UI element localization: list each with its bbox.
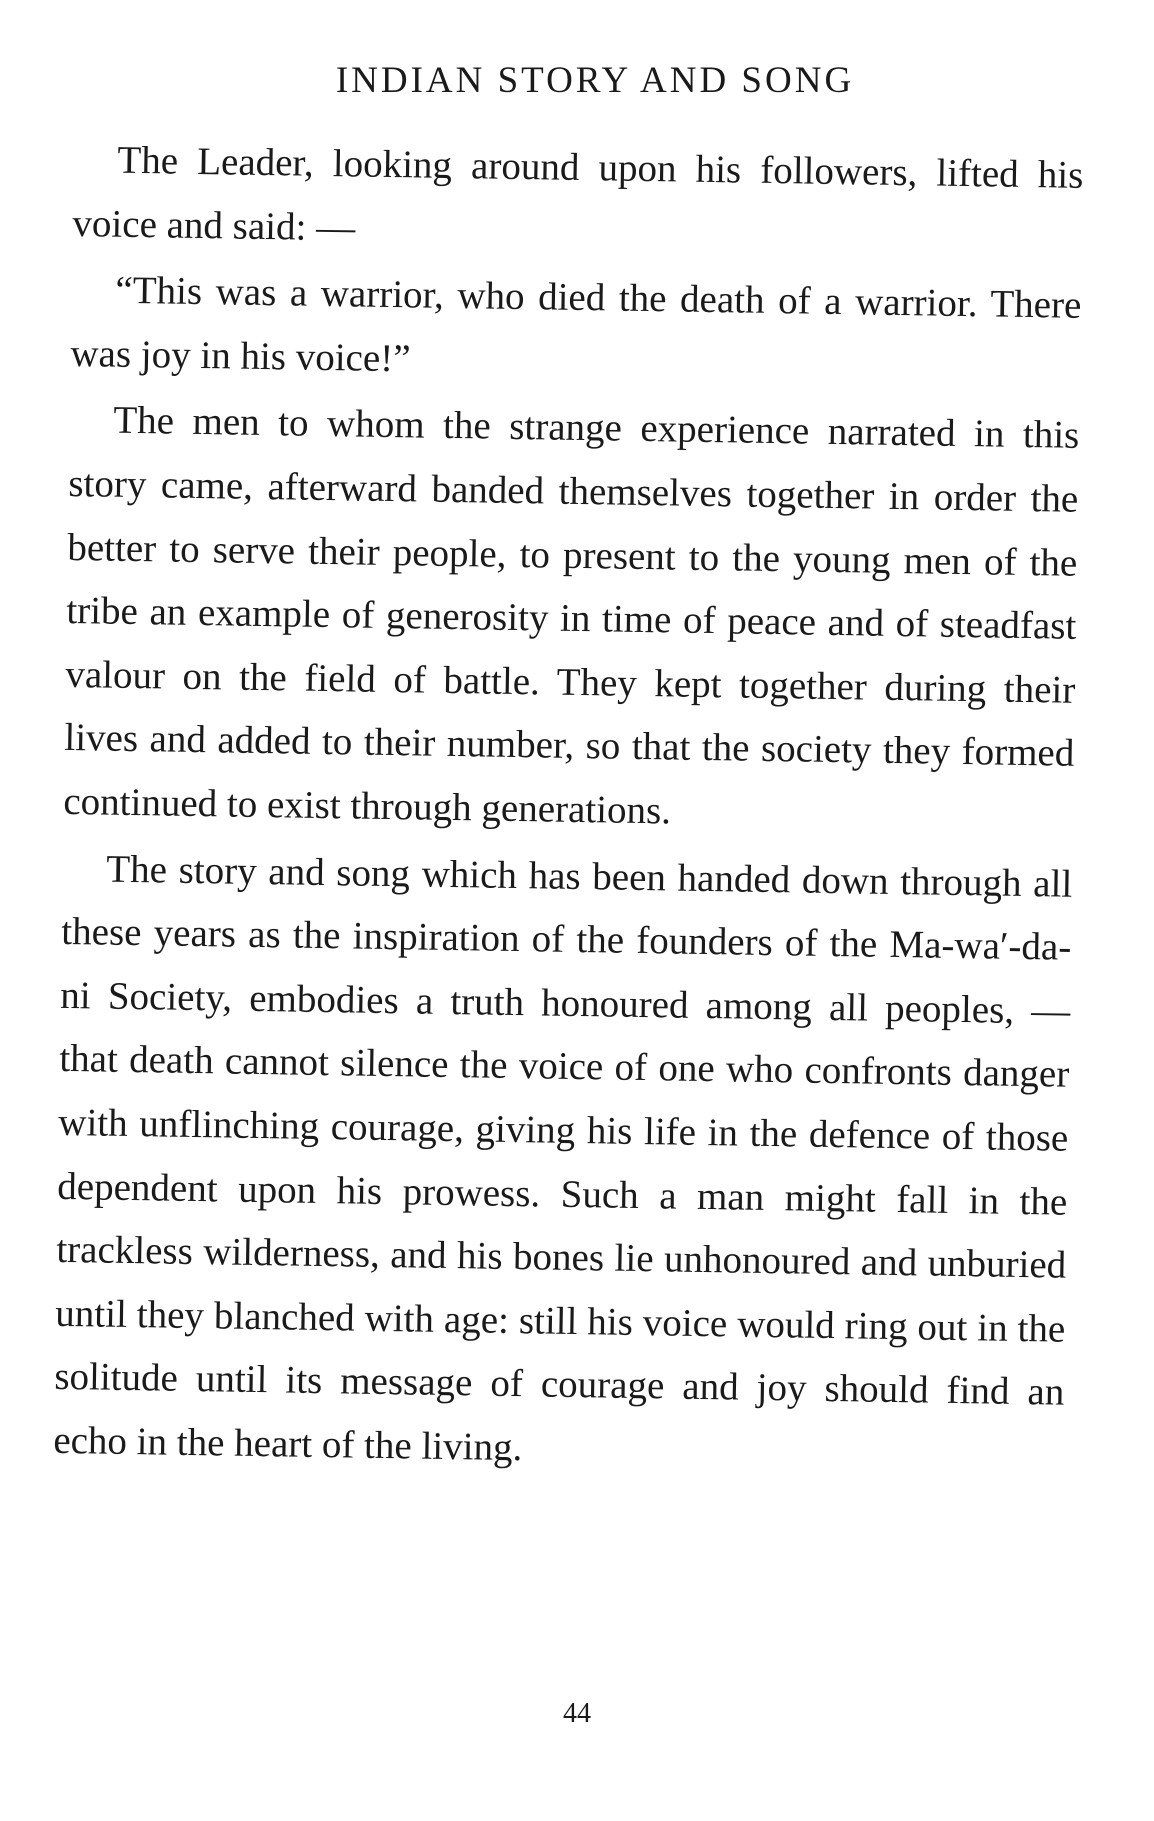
paragraph-society-origin: The men to whom the strange experience narrated in this story came, afterward banded themselves together in order the better to serve their people, to present to the young men of the tribe an example of generosity in time of peace and of steadfast valour on the field of battle. They kept together during their lives and added to their number, so that the society they formed continued to exist through generations.: [63, 399, 1080, 833]
paragraph-leader-speaks: The Leader, looking around upon his followers, lifted his voice and said: —: [72, 138, 1084, 250]
paragraph-story-and-song: The story and song which has been handed down through all these years as the inspiration of the founders of the Ma-wa′-da-ni Society, embodies a truth honoured among all peoples, — that death cannot silence the voice of one who confronts danger with unflinching courage, giving his life in the defence of those dependent upon his prowess. Such a man might fall in the trackless wilderness, and his bones lie unhonoured and unburied until they blanched with age: still his voice would ring out in the solitude until its message of courage and joy should find an echo in the heart of the living.: [53, 847, 1073, 1470]
body-text: [53, 128, 1084, 1491]
running-head: INDIAN STORY AND SONG: [335, 60, 855, 101]
paragraph-warrior-quote: “This was a warrior, who died the death of a warrior. There was joy in his voice!”: [70, 268, 1082, 381]
page-number: 44: [563, 1698, 591, 1729]
